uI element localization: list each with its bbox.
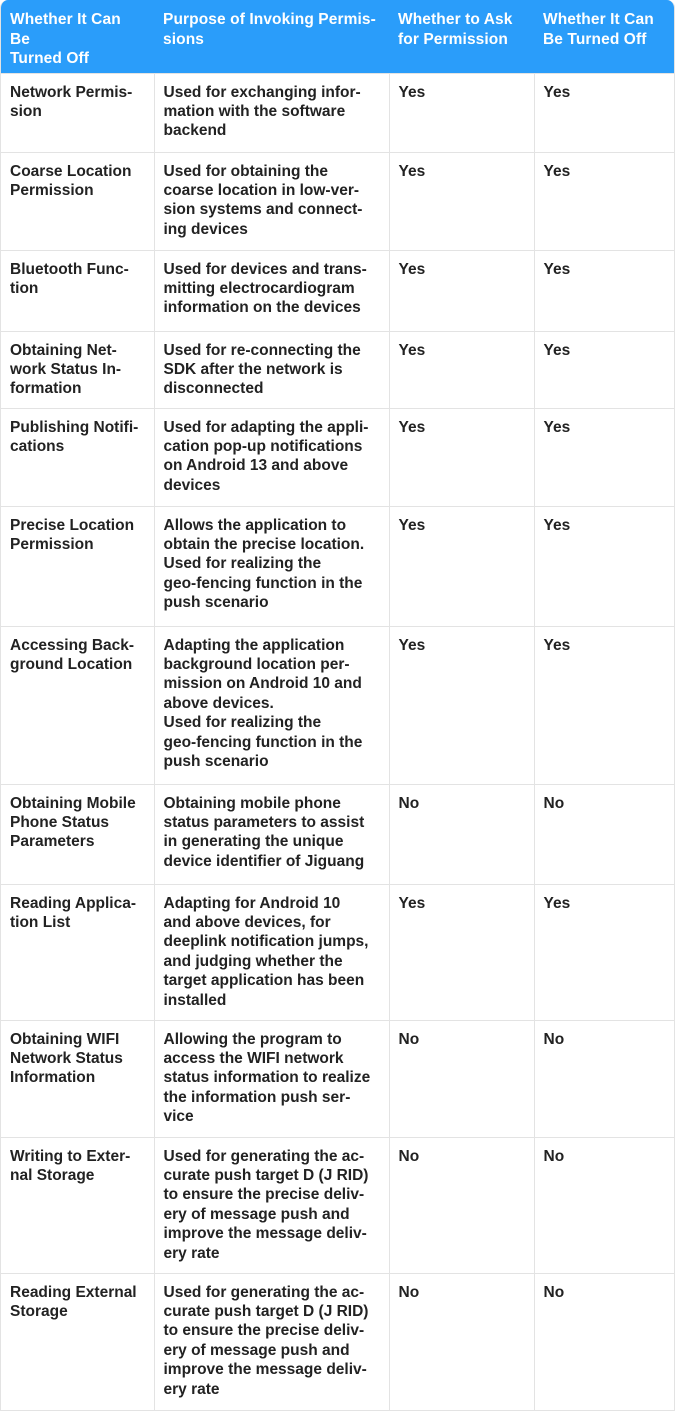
turn-off-value: Yes xyxy=(534,250,675,331)
table-row xyxy=(1,1137,675,1273)
permission-name: Coarse Location Permission xyxy=(1,152,154,250)
turn-off-value: Yes xyxy=(534,884,675,1020)
permissions-table xyxy=(1,0,675,1410)
turn-off-value: Yes xyxy=(534,506,675,626)
permission-purpose: Adapting the application background location per- mission on Android 10 and above devices. Used for realizing the geo-fencing function in the push scenario xyxy=(154,626,389,784)
table-row xyxy=(1,408,675,506)
ask-permission-value: No xyxy=(389,1020,534,1137)
permission-name: Bluetooth Func- tion xyxy=(1,250,154,331)
permission-name: Network Permis- sion xyxy=(1,73,154,152)
permission-purpose: Allowing the program to access the WIFI network status information to realize the information push ser- vice xyxy=(154,1020,389,1137)
permission-purpose: Allows the application to obtain the precise location. Used for realizing the geo-fencing function in the push scenario xyxy=(154,506,389,626)
permission-purpose: Used for re-connecting the SDK after the network is disconnected xyxy=(154,331,389,408)
permission-name: Precise Location Permission xyxy=(1,506,154,626)
turn-off-value: Yes xyxy=(534,331,675,408)
table-row xyxy=(1,626,675,784)
ask-permission-value: No xyxy=(389,784,534,884)
permission-name: Obtaining Mobile Phone Status Parameters xyxy=(1,784,154,884)
permission-purpose: Used for devices and trans- mitting electrocardiogram information on the devices xyxy=(154,250,389,331)
table-row xyxy=(1,250,675,331)
turn-off-value: No xyxy=(534,784,675,884)
turn-off-value: Yes xyxy=(534,408,675,506)
ask-permission-value: No xyxy=(389,1137,534,1273)
ask-permission-value: No xyxy=(389,1273,534,1410)
ask-permission-value: Yes xyxy=(389,884,534,1020)
ask-permission-value: Yes xyxy=(389,331,534,408)
ask-permission-value: Yes xyxy=(389,250,534,331)
permission-purpose: Used for generating the ac- curate push target D (J RID) to ensure the precise deliv- ery of message push and improve the message deliv- ery rate xyxy=(154,1137,389,1273)
permission-name: Publishing Notifi- cations xyxy=(1,408,154,506)
permission-name: Writing to Exter- nal Storage xyxy=(1,1137,154,1273)
table-row xyxy=(1,152,675,250)
ask-permission-value: Yes xyxy=(389,408,534,506)
header-turn-off-col1: Whether It Can Be Turned Off xyxy=(10,11,121,67)
turn-off-value: Yes xyxy=(534,152,675,250)
table-body xyxy=(1,73,675,1410)
permission-name: Obtaining Net- work Status In- formation xyxy=(1,331,154,408)
header-purpose: Purpose of Invoking Permis- sions xyxy=(163,11,376,48)
turn-off-value: Yes xyxy=(534,626,675,784)
table-row xyxy=(1,884,675,1020)
header-row xyxy=(1,0,675,73)
ask-permission-value: Yes xyxy=(389,506,534,626)
header-ask-permission: Whether to Ask for Permission xyxy=(398,11,513,48)
turn-off-value: No xyxy=(534,1273,675,1410)
table-row xyxy=(1,1020,675,1137)
table-row xyxy=(1,1273,675,1410)
permission-name: Accessing Back- ground Location xyxy=(1,626,154,784)
permission-purpose: Adapting for Android 10 and above devices, for deeplink notification jumps, and judging whether the target application has been installed xyxy=(154,884,389,1020)
turn-off-value: No xyxy=(534,1137,675,1273)
ask-permission-value: Yes xyxy=(389,73,534,152)
ask-permission-value: Yes xyxy=(389,152,534,250)
permission-name: Reading External Storage xyxy=(1,1273,154,1410)
permission-purpose: Used for adapting the appli- cation pop-up notifications on Android 13 and above devices xyxy=(154,408,389,506)
header-turn-off-col4: Whether It Can Be Turned Off xyxy=(543,11,654,48)
permission-purpose: Used for generating the ac- curate push target D (J RID) to ensure the precise deliv- ery of message push and improve the message deliv- ery rate xyxy=(154,1273,389,1410)
permission-name: Reading Applica- tion List xyxy=(1,884,154,1020)
turn-off-value: Yes xyxy=(534,73,675,152)
turn-off-value: No xyxy=(534,1020,675,1137)
table-row xyxy=(1,506,675,626)
permission-purpose: Used for obtaining the coarse location in low-ver- sion systems and connect- ing devices xyxy=(154,152,389,250)
table-row xyxy=(1,784,675,884)
table-row xyxy=(1,331,675,408)
permission-purpose: Obtaining mobile phone status parameters to assist in generating the unique device identifier of Jiguang xyxy=(154,784,389,884)
ask-permission-value: Yes xyxy=(389,626,534,784)
table-header xyxy=(1,0,675,73)
permission-purpose: Used for exchanging infor- mation with the software backend xyxy=(154,73,389,152)
table-row xyxy=(1,73,675,152)
permission-name: Obtaining WIFI Network Status Information xyxy=(1,1020,154,1137)
